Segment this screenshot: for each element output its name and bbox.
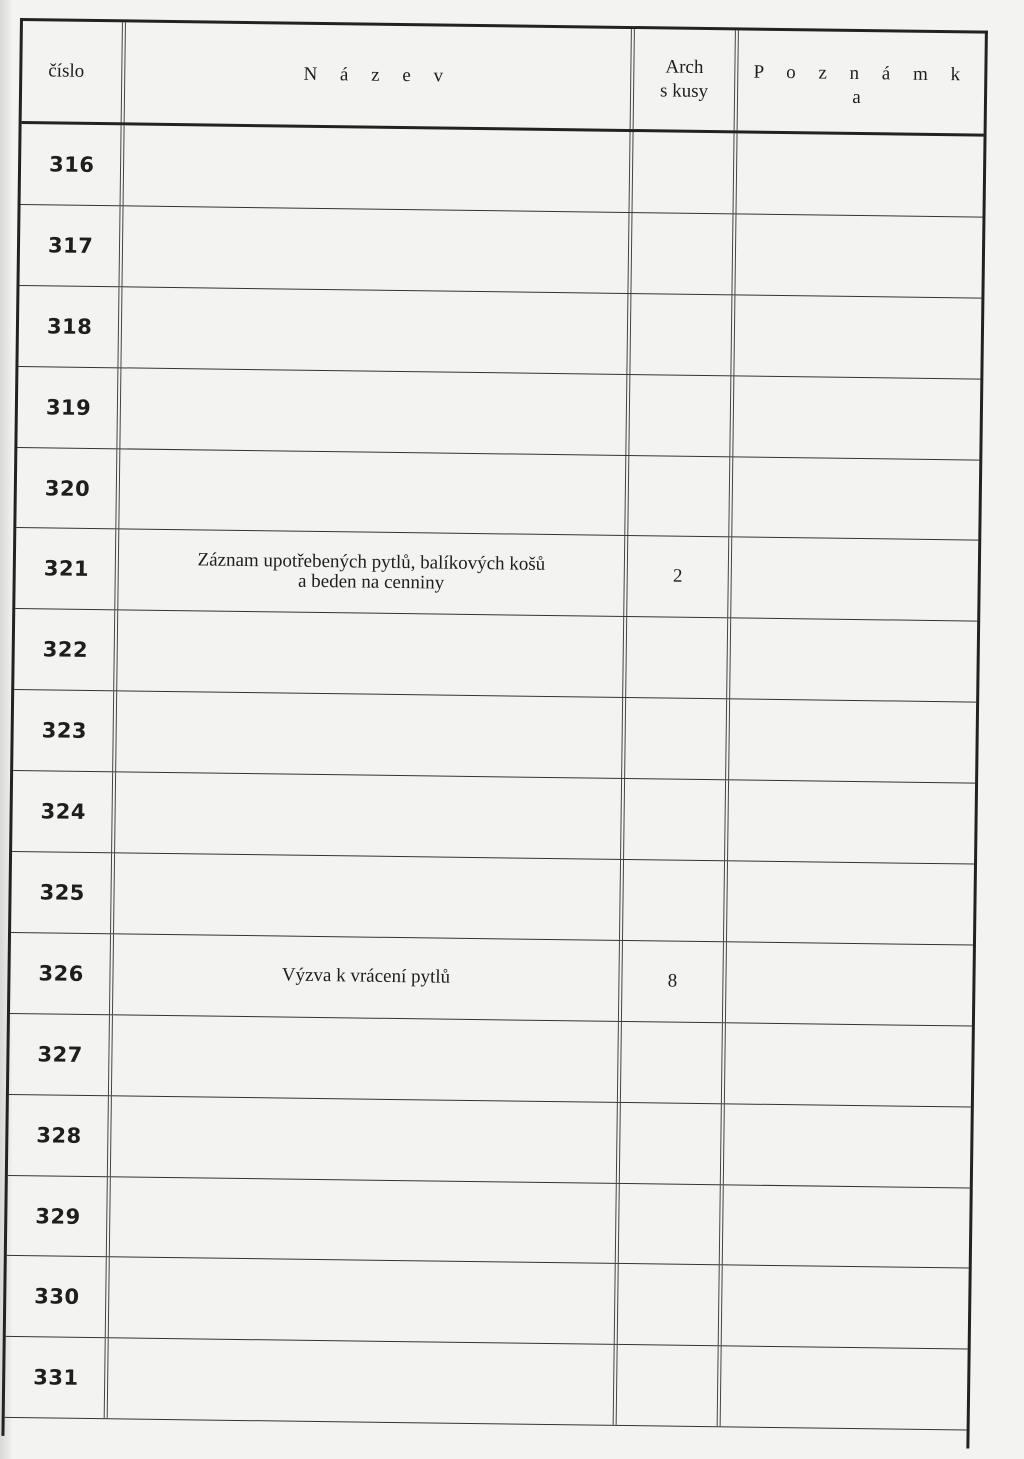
table-row bbox=[8, 1095, 971, 1188]
form-note bbox=[734, 295, 981, 378]
form-note bbox=[724, 1104, 971, 1187]
table-row bbox=[10, 933, 973, 1026]
form-number: 322 bbox=[14, 609, 118, 690]
form-sheets bbox=[624, 779, 729, 860]
header-name: N á z e v bbox=[125, 22, 635, 129]
form-name bbox=[117, 611, 627, 698]
form-name bbox=[119, 449, 629, 536]
header-note: P o z n á m k a bbox=[753, 61, 970, 108]
header-number: číslo bbox=[22, 21, 126, 122]
form-note bbox=[731, 538, 978, 621]
form-sheets bbox=[618, 1264, 723, 1345]
form-number: 329 bbox=[7, 1176, 111, 1257]
form-note bbox=[726, 942, 973, 1025]
form-sheets bbox=[631, 213, 736, 294]
header-sheets-line2: s kusy bbox=[659, 80, 709, 103]
form-sheets bbox=[625, 698, 730, 779]
table-row bbox=[5, 1337, 968, 1430]
form-name bbox=[110, 1177, 620, 1264]
form-number: 318 bbox=[18, 286, 122, 367]
form-number: 328 bbox=[8, 1095, 112, 1176]
form-name bbox=[118, 530, 628, 617]
form-name bbox=[124, 125, 634, 212]
table-row bbox=[12, 771, 975, 864]
form-sheets bbox=[626, 617, 731, 698]
form-name-line1: Záznam upotřebených pytlů, balíkových košů bbox=[197, 548, 546, 575]
form-name bbox=[122, 206, 632, 293]
form-sheets bbox=[633, 132, 738, 213]
form-sheets bbox=[621, 1022, 726, 1103]
form-sheets: 8 bbox=[622, 941, 727, 1022]
form-number: 326 bbox=[10, 933, 114, 1014]
table-row bbox=[11, 852, 974, 945]
form-note bbox=[723, 1185, 970, 1268]
table-row bbox=[14, 609, 977, 702]
form-note bbox=[721, 1347, 968, 1430]
table-body bbox=[5, 124, 984, 1431]
form-note bbox=[729, 700, 976, 783]
form-note bbox=[725, 1023, 972, 1106]
form-name bbox=[111, 1096, 621, 1183]
form-number: 317 bbox=[20, 205, 124, 286]
form-note bbox=[732, 457, 979, 540]
header-sheets bbox=[634, 29, 739, 130]
form-note bbox=[737, 133, 984, 216]
form-number: 324 bbox=[12, 771, 116, 852]
form-sheets bbox=[620, 1103, 725, 1184]
form-number: 316 bbox=[21, 124, 125, 205]
form-note bbox=[735, 214, 982, 297]
form-note bbox=[730, 619, 977, 702]
form-name bbox=[109, 1258, 619, 1345]
form-name bbox=[114, 853, 624, 940]
form-sheets bbox=[617, 1345, 722, 1426]
form-name bbox=[121, 287, 631, 374]
table-row bbox=[18, 286, 981, 379]
table-row bbox=[6, 1256, 969, 1349]
form-note bbox=[722, 1266, 969, 1349]
form-sheets bbox=[623, 860, 728, 941]
form-note bbox=[727, 861, 974, 944]
table-row bbox=[13, 690, 976, 783]
form-sheets bbox=[628, 456, 733, 537]
table-row bbox=[15, 528, 978, 621]
form-sheets bbox=[619, 1184, 724, 1265]
form-name bbox=[108, 1339, 618, 1426]
form-name-line2: a beden na cenniny bbox=[297, 571, 445, 594]
form-name bbox=[115, 772, 625, 859]
form-number: 323 bbox=[13, 690, 117, 771]
form-number: 325 bbox=[11, 852, 115, 933]
form-name: Výzva k vrácení pytlů bbox=[113, 934, 623, 1021]
table-row bbox=[16, 448, 979, 541]
form-number: 330 bbox=[6, 1256, 110, 1337]
form-sheets bbox=[629, 375, 734, 456]
form-number: 319 bbox=[17, 367, 121, 448]
form-register-table bbox=[1, 18, 987, 1449]
form-name bbox=[112, 1015, 622, 1102]
table-row bbox=[21, 124, 984, 217]
header-sheets-line1: Arch bbox=[665, 56, 704, 79]
form-number: 331 bbox=[5, 1337, 109, 1418]
form-sheets bbox=[630, 294, 735, 375]
form-note bbox=[733, 376, 980, 459]
table-row bbox=[19, 205, 982, 298]
form-number: 327 bbox=[9, 1014, 113, 1095]
table-header bbox=[22, 21, 985, 137]
form-sheets: 2 bbox=[627, 536, 732, 617]
table-row bbox=[17, 367, 980, 460]
form-name bbox=[120, 368, 630, 455]
table-row bbox=[7, 1176, 970, 1269]
form-number: 320 bbox=[16, 448, 120, 529]
form-number: 321 bbox=[15, 528, 119, 609]
form-note bbox=[728, 780, 975, 863]
form-name bbox=[116, 692, 626, 779]
table-row bbox=[9, 1014, 972, 1107]
